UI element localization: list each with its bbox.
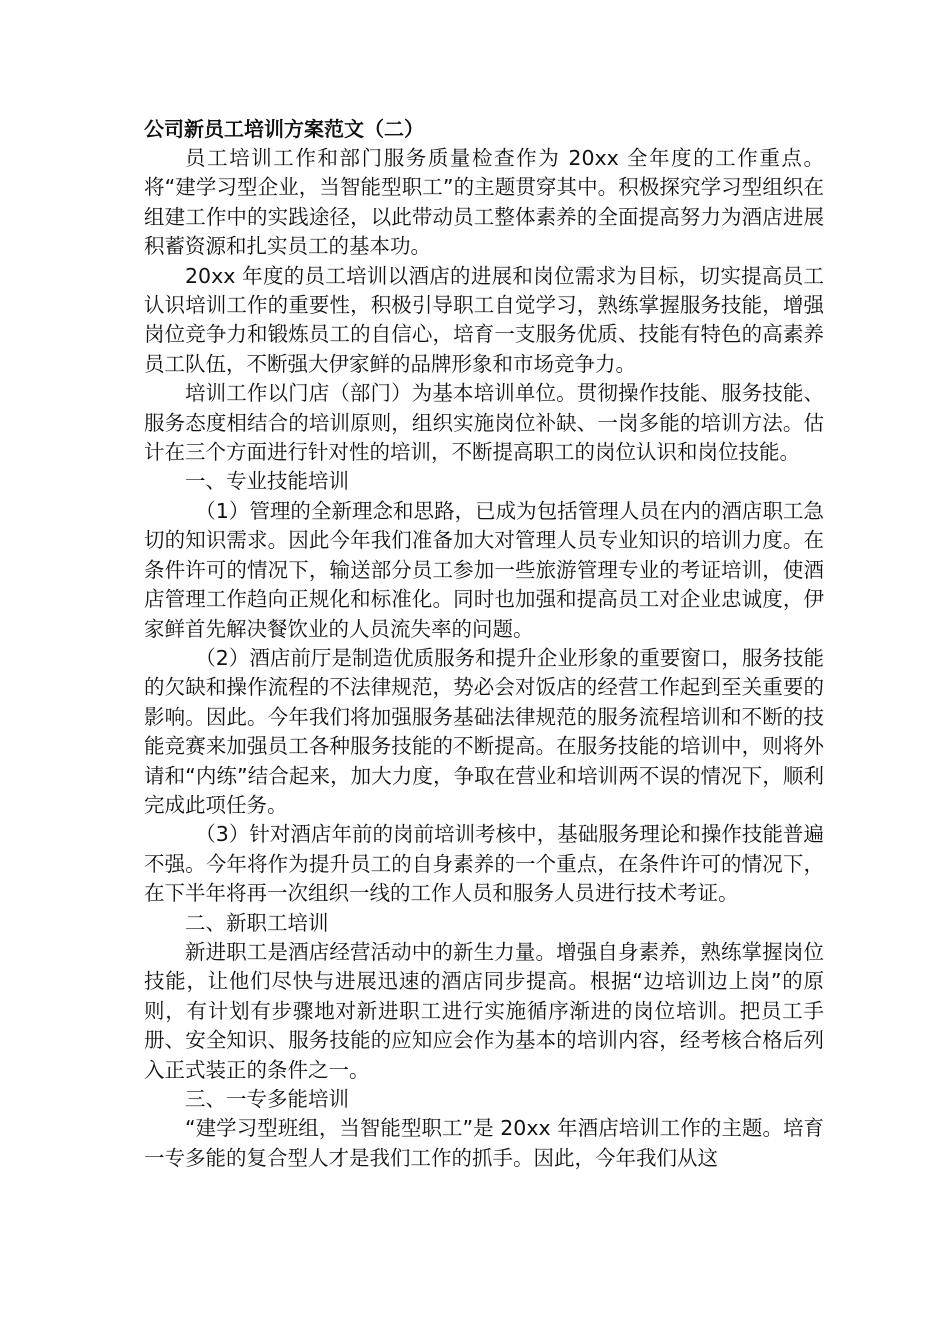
paragraph-item-2: （2）酒店前厅是制造优质服务和提升企业形象的重要窗口，服务技能的欠缺和操作流程的不法律规范，势必会对饭店的经营工作起到至关重要的影响。因此。今年我们将加强服务基础法律规范的服务流程培训和不断的技能竞赛来加强员工各种服务技能的不断提高。在服务技能的培训中，则将外请和“内练”结合起来，加大力度，争取在营业和培训两不误的情况下，顺利完成此项任务。 bbox=[144, 645, 824, 817]
paragraph-item-3: （3）针对酒店年前的岗前培训考核中，基础服务理论和操作技能普遍不强。今年将作为提升员工的自身素养的一个重点，在条件许可的情况下，在下半年将再一次组织一线的工作人员和服务人员进行技术考证。 bbox=[144, 822, 824, 906]
paragraph-multi-skill: “建学习型班组，当智能型职工”是 20xx 年酒店培训工作的主题。培育一专多能的复合型人才是我们工作的抓手。因此，今年我们从这 bbox=[144, 1116, 824, 1170]
paragraph-annual-goals: 20xx 年度的员工培训以酒店的进展和岗位需求为目标，切实提高员工认识培训工作的重要性，积极引导职工自觉学习，熟练掌握服务技能，增强岗位竞争力和锻炼员工的自信心，培育一支服务优质、技能有特色的高素养员工队伍，不断强大伊家鲜的品牌形象和市场竞争力。 bbox=[144, 263, 824, 376]
paragraph-intro: 员工培训工作和部门服务质量检查作为 20xx 全年度的工作重点。将“建学习型企业，当智能型职工”的主题贯穿其中。积极探究学习型组织在组建工作中的实践途径，以此带动员工整体素养的全面提高努力为酒店进展积蓄资源和扎实员工的基本功。 bbox=[144, 146, 824, 259]
section-heading-professional-skills: 一、专业技能培训 bbox=[185, 469, 349, 494]
section-heading-multi-skill: 三、一专多能培训 bbox=[185, 1087, 349, 1111]
document-title: 公司新员工培训方案范文（二） bbox=[144, 117, 424, 141]
paragraph-item-1: （1）管理的全新理念和思路，已成为包括管理人员在内的酒店职工急切的知识需求。因此今年我们准备加大对管理人员专业知识的培训力度。在条件许可的情况下，输送部分员工参加一些旅游管理专业的考证培训，使酒店管理工作趋向正规化和标准化。同时也加强和提高员工对企业忠诚度，伊家鲜首先解决餐饮业的人员流失率的问题。 bbox=[144, 498, 824, 641]
section-heading-new-staff: 二、新职工培训 bbox=[185, 910, 329, 935]
document-page bbox=[144, 114, 824, 1173]
paragraph-training-units: 培训工作以门店（部门）为基本培训单位。贯彻操作技能、服务技能、服务态度相结合的培训原则，组织实施岗位补缺、一岗多能的培训方法。估计在三个方面进行针对性的培训，不断提高职工的岗位认识和岗位技能。 bbox=[144, 381, 824, 465]
paragraph-new-staff: 新进职工是酒店经营活动中的新生力量。增强自身素养，熟练掌握岗位技能，让他们尽快与进展迅速的酒店同步提高。根据“边培训边上岗”的原则，有计划有步骤地对新进职工进行实施循序渐进的岗位培训。把员工手册、安全知识、服务技能的应知应会作为基本的培训内容，经考核合格后列入正式装正的条件之一。 bbox=[144, 939, 824, 1082]
